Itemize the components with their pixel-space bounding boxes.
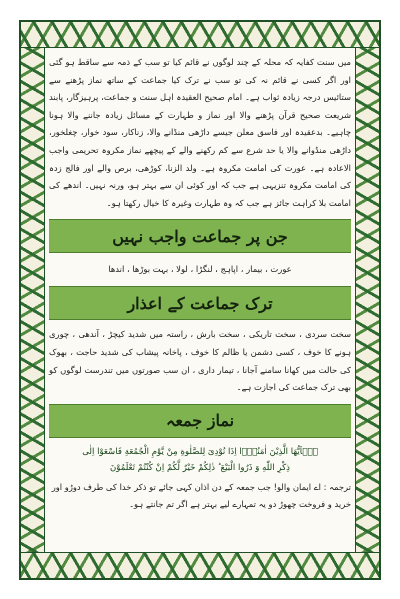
leaf-border-top	[21, 22, 379, 48]
excuses-paragraph: سخت سردی ، سخت تاریکی ، سخت بارش ، راستہ میں شدید کیچڑ ، آندھی ، چوری ہونے کا خوف ، کسی دشمن یا ظالم کا خوف ، پاخانہ پیشاب کی شدید حاجت ، بھوک کی حالت میں کھانا سامنے آجانا ، تیمار داری ، ان سب صورتوں میں تندرست لوگوں کو بھی ترک جماعت کی اجازت ہے۔	[49, 329, 351, 393]
leaf-border-bottom	[21, 552, 379, 578]
heading-no-jamaat	[49, 219, 351, 253]
heading-jumma	[49, 404, 351, 438]
leaf-border-left	[21, 48, 45, 552]
page-frame	[19, 20, 381, 580]
intro-paragraph: میں سنت کفایہ کہ محلہ کے چند لوگوں نے قائم کیا تو سب کے ذمہ سے ساقط ہو گئی اور اگر کسی نے قائم نہ کی تو سب نے ترک کیا جماعت کے ساتھ نماز پڑھنے سے ستائیس درجہ زیادہ ثواب ہے۔ امام صحیح العقیدہ اہل سنت و جماعت، پرہیزگار، پابند شریعت صحیح قرآن پڑھنے والا اور نماز و طہارت کے مسائل زیادہ جاننے والا ہونا چاہیے۔ بدعقیدہ اور فاسق معلن جیسے داڑھی منڈانے والا، زناکار، سود خوار، چغلخور، داڑھی منڈوانے والا یا حد شرع سے کم رکھنے والے کے پیچھے نماز مکروہ تحریمی واجب الاعادہ ہے۔ عورت کی امامت مکروہ ہے۔ ولد الزنا، کوڑھی، برص والے اور فالج زدہ کی امامت مکروہ تنزیہی ہے جب کہ اور کوئی ان سے بہتر ہو، ورنہ نہیں۔ اندھے کی امامت بلا کراہت جائز ہے جب کہ وہ طہارت وغیرہ کا خیال رکھتا ہو۔	[49, 57, 351, 208]
page-content	[49, 54, 351, 546]
heading-no-jamaat-text: جن پر جماعت واجب نہیں	[112, 226, 288, 246]
quran-ayah-line-2: ذِكْرِ اللّٰهِ وَ ذَرُوا الْبَیْعَ ؕ ذٰلِكُمْ خَیْرٌ لَّكُمْ اِنْ كُنْتُمْ تَعْلَمُوْنَ	[109, 462, 291, 473]
heading-excuses	[49, 286, 351, 320]
no-jamaat-list: عورت ، بیمار ، اپاہج ، لنگڑا ، لولا ، بہت بوڑھا ، اندھا	[108, 264, 292, 275]
heading-jumma-text: نماز جمعہ	[165, 411, 235, 431]
quran-ayah-line-1: یٰۤاَیُّهَا الَّذِیْنَ اٰمَنُوْۤا اِذَا نُوْدِیَ لِلصَّلٰوةِ مِنْ یَّوْمِ الْجُمُعَةِ فَاسْعَوْا اِلٰی	[82, 446, 318, 457]
leaf-border-right	[355, 48, 379, 552]
ayah-translation: ترجمہ : اے ایمان والو! جب جمعہ کے دن اذان کہی جائے تو ذکر خدا کی طرف دوڑو اور خرید و فروخت چھوڑ دو یہ تمہارے لیے بہتر ہے اگر تم جانتے ہو۔	[51, 481, 351, 509]
heading-excuses-text: ترک جماعت کے اعذار	[127, 293, 273, 313]
